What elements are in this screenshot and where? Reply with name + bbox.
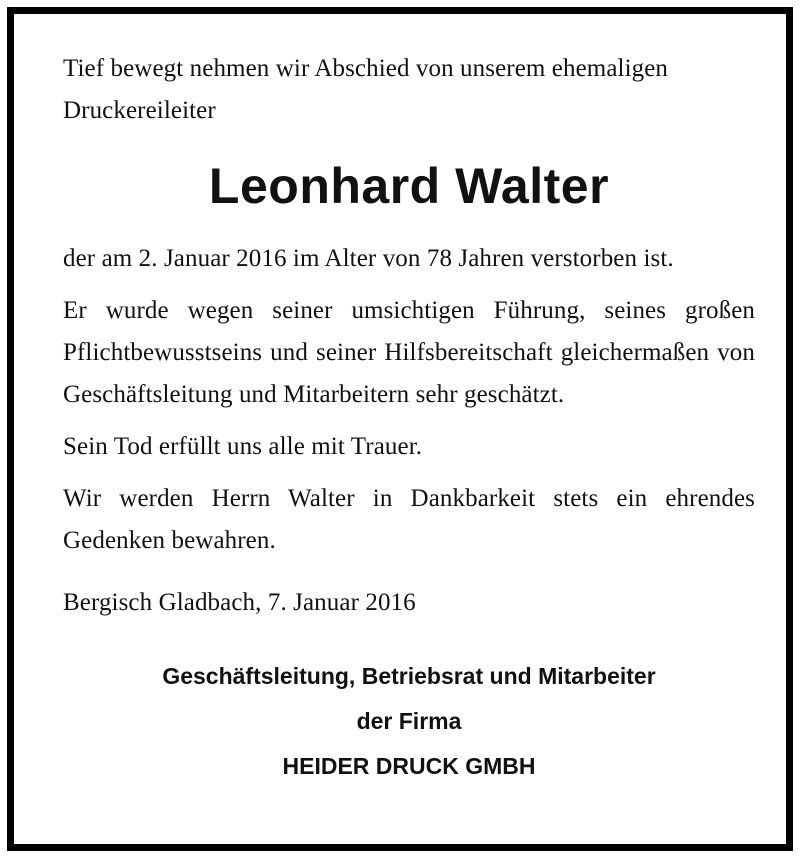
deceased-name: Leonhard Walter: [208, 158, 610, 214]
death-date-text: der am 2. Januar 2016 im Alter von 78 Jahren verstorben ist.: [63, 245, 674, 272]
signers-block: [63, 654, 755, 789]
obituary-content: [63, 48, 755, 789]
tribute-text: Er wurde wegen seiner umsichtigen Führung, seines großen Pflichtbewusstseins und seiner Hilfsbereitschaft gleichermaßen von Geschäftsleitung und Mitarbeitern sehr geschätzt.: [63, 297, 755, 408]
signers-line: Geschäftsleitung, Betriebsrat und Mitarbeiter: [162, 663, 656, 689]
signers-company-prefix: der Firma: [356, 708, 462, 734]
place-date: Bergisch Gladbach, 7. Januar 2016: [63, 589, 416, 616]
grief-text: Sein Tod erfüllt uns alle mit Trauer.: [63, 433, 423, 460]
company-name: HEIDER DRUCK GMBH: [282, 753, 536, 779]
intro-text: Tief bewegt nehmen wir Abschied von unserem ehemaligen Druckereileiter: [63, 55, 669, 124]
remembrance-text: Wir werden Herrn Walter in Dankbarkeit stets ein ehrendes Gedenken bewahren.: [63, 485, 755, 554]
obituary-frame: [7, 7, 793, 851]
